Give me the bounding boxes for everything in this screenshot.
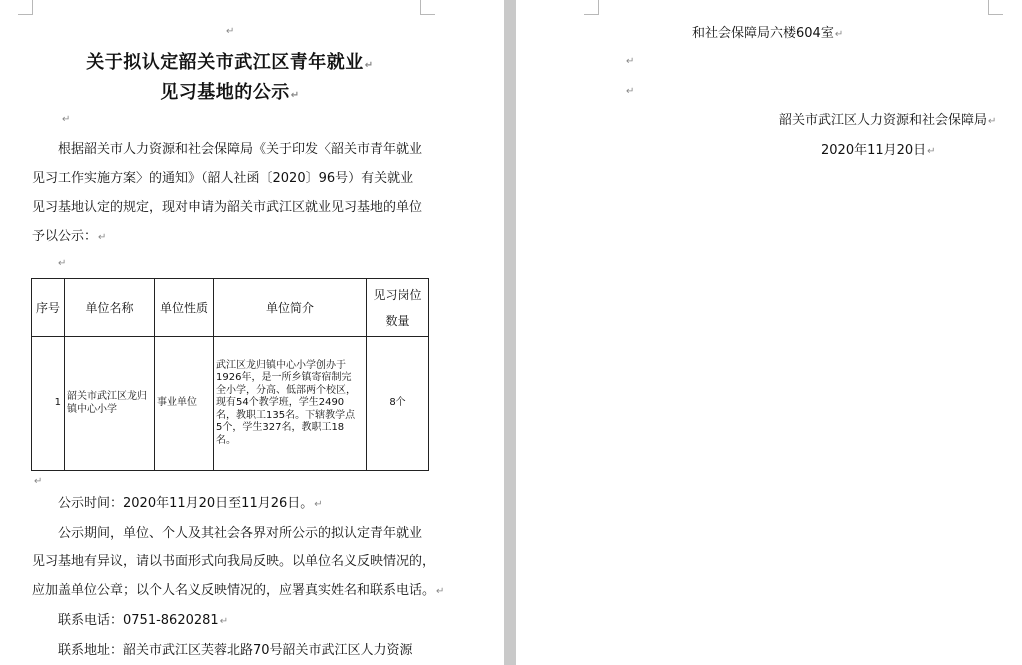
row-intro: 武江区龙归镇中心小学创办于 1926年，是一所乡镇寄宿制完 全小学，分高、低部两个校区， 现有54个教学班，学生2490 名，教职工135名。下辖教学点 5个，学生327名，教职工18 名。 bbox=[214, 337, 367, 471]
document-page-1 bbox=[0, 0, 504, 665]
header-intro: 单位简介 bbox=[214, 279, 367, 337]
paragraph-mark: ↵ bbox=[34, 476, 43, 487]
crop-mark bbox=[420, 0, 435, 15]
table-row bbox=[32, 337, 429, 471]
crop-mark bbox=[18, 0, 33, 15]
row-index: 1 bbox=[32, 337, 65, 471]
title-line-1: 关于拟认定韶关市武江区青年就业 bbox=[86, 52, 364, 73]
document-title-2: 见习基地的公示↵ bbox=[160, 82, 300, 103]
intro-line-4: 予以公示：↵ bbox=[32, 229, 107, 244]
base-table bbox=[31, 278, 429, 471]
row-name: 韶关市武江区龙归镇中心小学 bbox=[65, 337, 155, 471]
crop-mark bbox=[584, 0, 599, 15]
signature-date: 2020年11月20日↵ bbox=[821, 143, 936, 158]
header-nature: 单位性质 bbox=[155, 279, 214, 337]
paragraph-mark: ↵ bbox=[626, 56, 635, 67]
page-gap bbox=[504, 0, 516, 665]
header-count: 见习岗位 数量 bbox=[367, 279, 429, 337]
notice-line-3: 应加盖单位公章；以个人名义反映情况的，应署真实姓名和联系电话。↵ bbox=[32, 583, 445, 598]
address-continuation: 和社会保障局六楼604室↵ bbox=[692, 26, 844, 41]
notice-period: 公示时间：2020年11月20日至11月26日。↵ bbox=[58, 496, 323, 511]
paragraph-mark: ↵ bbox=[626, 86, 635, 97]
header-index: 序号 bbox=[32, 279, 65, 337]
notice-line-2: 见习基地有异议，请以书面形式向我局反映。以单位名义反映情况的， bbox=[32, 554, 436, 569]
signature-org: 韶关市武江区人力资源和社会保障局↵ bbox=[779, 113, 997, 128]
row-nature: 事业单位 bbox=[155, 337, 214, 471]
paragraph-mark: ↵ bbox=[226, 26, 235, 37]
paragraph-mark: ↵ bbox=[58, 258, 67, 269]
table-header-row bbox=[32, 279, 429, 337]
crop-mark bbox=[988, 0, 1003, 15]
intro-line-3: 见习基地认定的规定，现对申请为韶关市武江区就业见习基地的单位 bbox=[32, 200, 423, 215]
header-name: 单位名称 bbox=[65, 279, 155, 337]
contact-address: 联系地址：韶关市武江区芙蓉北路70号韶关市武江区人力资源 bbox=[58, 643, 413, 658]
title-line-2: 见习基地的公示 bbox=[160, 82, 290, 103]
document-page-2 bbox=[516, 0, 1022, 665]
notice-line-1: 公示期间，单位、个人及其社会各界对所公示的拟认定青年就业 bbox=[58, 526, 423, 541]
intro-line-2: 见习工作实施方案〉的通知》（韶人社函〔2020〕96号）有关就业 bbox=[32, 171, 414, 186]
intro-line-1: 根据韶关市人力资源和社会保障局《关于印发〈韶关市青年就业 bbox=[58, 142, 423, 157]
contact-phone: 联系电话：0751-8620281↵ bbox=[58, 613, 229, 628]
paragraph-mark: ↵ bbox=[62, 114, 71, 125]
row-count: 8个 bbox=[367, 337, 429, 471]
document-title: 关于拟认定韶关市武江区青年就业↵ bbox=[86, 52, 374, 73]
